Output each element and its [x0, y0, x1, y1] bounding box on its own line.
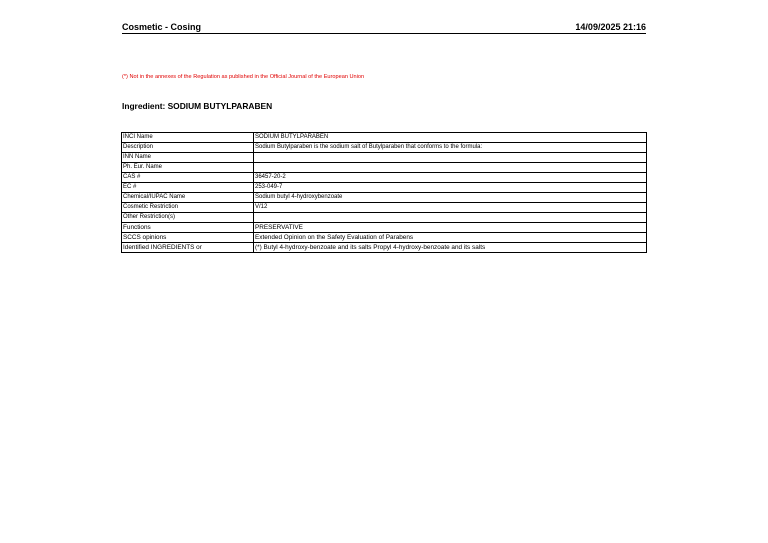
row-value: 36457-20-2 — [254, 173, 647, 183]
row-value — [254, 163, 647, 173]
table-row — [122, 203, 647, 213]
ingredient-table — [121, 132, 647, 253]
table-row — [122, 173, 647, 183]
row-label: Functions — [122, 223, 254, 233]
row-label: SCCS opinions — [122, 233, 254, 243]
row-label: Other Restriction(s) — [122, 213, 254, 223]
row-value: SODIUM BUTYLPARABEN — [254, 133, 647, 143]
page-header — [122, 22, 646, 34]
row-label: Cosmetic Restriction — [122, 203, 254, 213]
row-value: (*) Butyl 4-hydroxy-benzoate and its salts Propyl 4-hydroxy-benzoate and its salts — [254, 243, 647, 253]
ingredient-heading: Ingredient: SODIUM BUTYLPARABEN — [122, 101, 273, 111]
row-label: Description — [122, 143, 254, 153]
row-value: V/12 — [254, 203, 647, 213]
table-row — [122, 213, 647, 223]
row-value: Sodium butyl 4-hydroxybenzoate — [254, 193, 647, 203]
row-value — [254, 213, 647, 223]
row-value: PRESERVATIVE — [254, 223, 647, 233]
row-label: EC # — [122, 183, 254, 193]
row-label: Identified INGREDIENTS or — [122, 243, 254, 253]
table-row — [122, 163, 647, 173]
row-value — [254, 153, 647, 163]
header-title: Cosmetic - Cosing — [122, 22, 202, 32]
table-row — [122, 183, 647, 193]
table-row — [122, 143, 647, 153]
table-row — [122, 243, 647, 253]
row-label: Ph. Eur. Name — [122, 163, 254, 173]
header-datetime: 14/09/2025 21:16 — [575, 22, 646, 32]
table-row — [122, 153, 647, 163]
table-row — [122, 133, 647, 143]
regulation-note: (*) Not in the annexes of the Regulation as published in the Official Journal of the European Union — [122, 74, 365, 80]
row-label: INCI Name — [122, 133, 254, 143]
table-row — [122, 223, 647, 233]
table-row — [122, 193, 647, 203]
row-value: Sodium Butylparaben is the sodium salt of Butylparaben that conforms to the formula: — [254, 143, 647, 153]
row-value: Extended Opinion on the Safety Evaluation of Parabens — [254, 233, 647, 243]
row-label: Chemical/IUPAC Name — [122, 193, 254, 203]
row-label: INN Name — [122, 153, 254, 163]
row-label: CAS # — [122, 173, 254, 183]
row-value: 253-049-7 — [254, 183, 647, 193]
table-row — [122, 233, 647, 243]
